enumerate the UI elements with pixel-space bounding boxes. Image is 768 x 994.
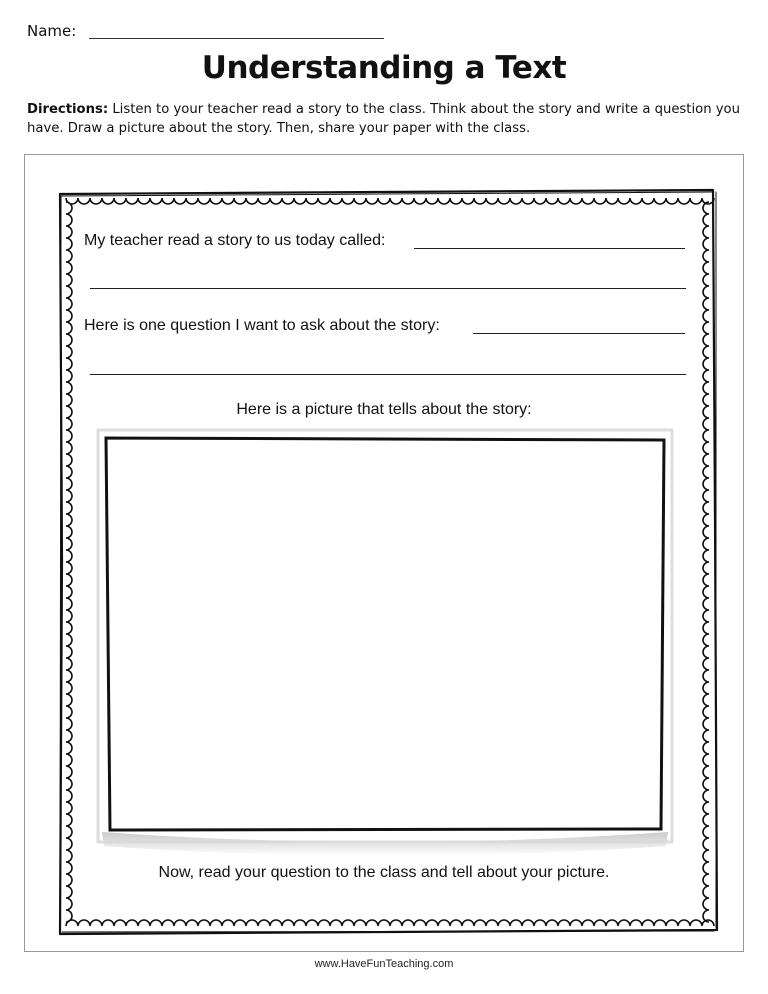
question-blank-2[interactable] xyxy=(90,374,686,375)
directions-text: Listen to your teacher read a story to the class. Think about the story and write a question you have. Draw a picture about the story. Then, share your paper with the class. xyxy=(27,102,740,136)
name-label: Name: xyxy=(27,22,77,40)
picture-prompt: Here is a picture that tells about the story: xyxy=(236,401,532,418)
directions-label: Directions: xyxy=(27,102,109,117)
closing-instruction: Now, read your question to the class and tell about your picture. xyxy=(158,864,610,881)
question-blank[interactable] xyxy=(473,333,685,334)
footer-website: www.HaveFunTeaching.com xyxy=(314,958,454,970)
question-prompt: Here is one question I want to ask about the story: xyxy=(84,317,440,334)
story-title-blank-2[interactable] xyxy=(90,288,686,289)
story-title-prompt: My teacher read a story to us today called: xyxy=(84,232,386,249)
scallop-decoration xyxy=(66,198,714,926)
page-title: Understanding a Text xyxy=(201,50,567,86)
story-title-blank[interactable] xyxy=(414,248,685,249)
